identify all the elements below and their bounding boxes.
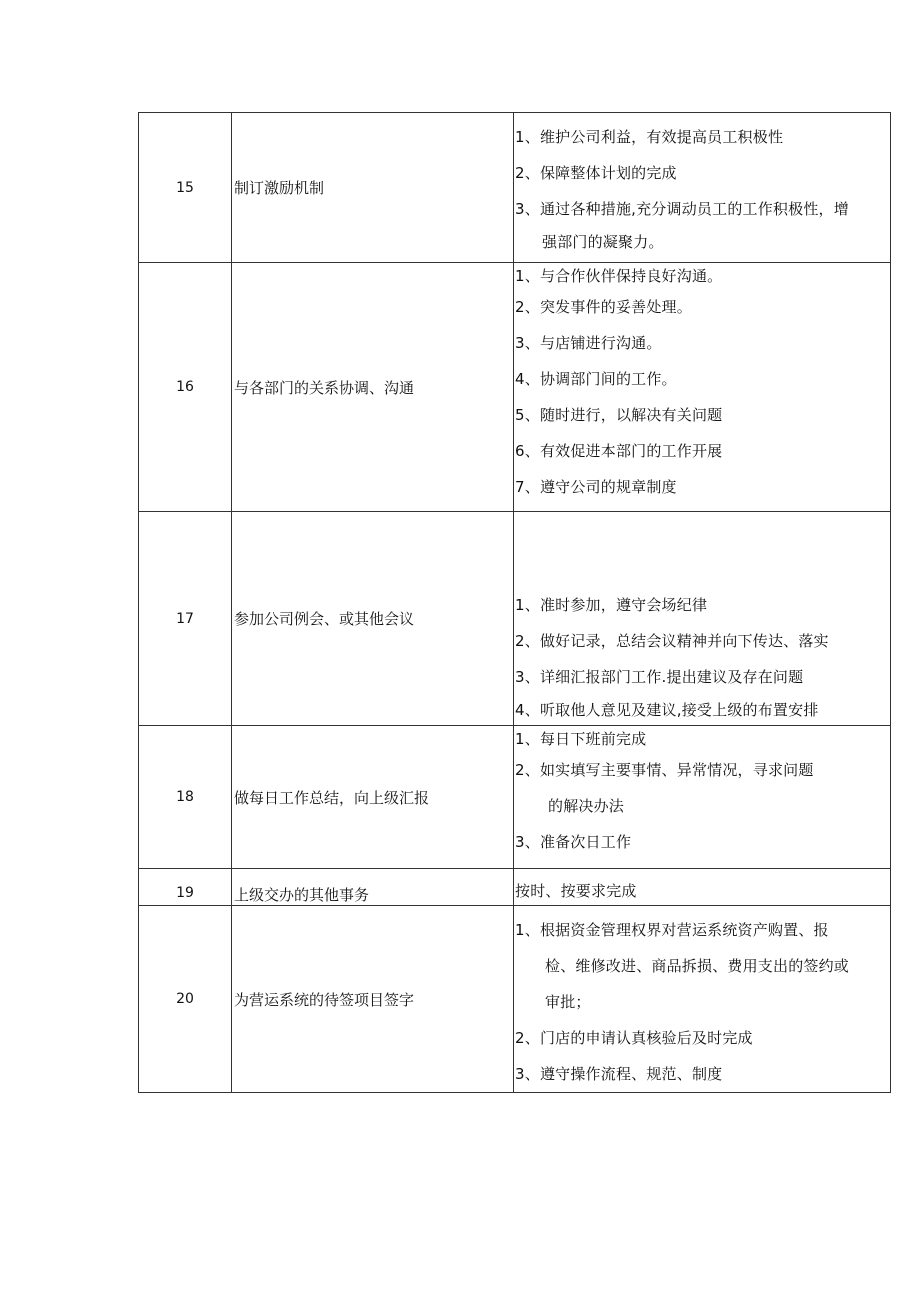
row-number: 15 — [139, 113, 232, 263]
requirement-line: 7、遵守公司的规章制度 — [515, 478, 677, 496]
requirement-line: 4、听取他人意见及建议,接受上级的布置安排 — [515, 701, 819, 719]
task-name: 制订激励机制 — [232, 113, 514, 263]
requirement-line: 6、有效促进本部门的工作开展 — [515, 442, 723, 460]
task-name: 做每日工作总结，向上级汇报 — [232, 726, 514, 869]
requirements-cell — [514, 906, 891, 1093]
table-row — [139, 113, 891, 263]
requirement-line: 1、准时参加，遵守会场纪律 — [515, 596, 708, 614]
requirements-cell — [514, 113, 891, 263]
requirement-line: 2、如实填写主要事情、异常情况，寻求问题 — [515, 761, 814, 779]
requirement-line: 审批； — [545, 993, 591, 1011]
requirement-line: 2、做好记录，总结会议精神并向下传达、落实 — [515, 632, 829, 650]
row-number: 20 — [139, 906, 232, 1093]
requirements-cell — [514, 869, 891, 906]
requirement-line: 检、维修改进、商品拆损、费用支出的签约或 — [545, 957, 850, 975]
requirement-line: 4、协调部门间的工作。 — [515, 370, 677, 388]
requirements-cell — [514, 263, 891, 512]
requirement-line: 2、保障整体计划的完成 — [515, 164, 677, 182]
table-row — [139, 869, 891, 906]
row-number: 17 — [139, 512, 232, 726]
row-number: 16 — [139, 263, 232, 512]
table-row — [139, 726, 891, 869]
table-row — [139, 512, 891, 726]
requirement-line: 强部门的凝聚力。 — [542, 233, 664, 251]
requirements-cell — [514, 726, 891, 869]
requirement-line: 2、门店的申请认真核验后及时完成 — [515, 1029, 753, 1047]
requirement-line: 3、准备次日工作 — [515, 833, 632, 851]
requirement-line: 2、突发事件的妥善处理。 — [515, 298, 692, 316]
requirement-line: 3、遵守操作流程、规范、制度 — [515, 1065, 723, 1083]
requirement-line: 1、维护公司利益，有效提高员工积极性 — [515, 128, 784, 146]
requirement-line: 1、每日下班前完成 — [515, 730, 647, 748]
requirement-line: 3、与店铺进行沟通。 — [515, 334, 662, 352]
requirement-line: 3、详细汇报部门工作.提出建议及存在问题 — [515, 668, 804, 686]
requirement-line: 5、随时进行，以解决有关问题 — [515, 406, 723, 424]
requirement-line: 1、根据资金管理权界对营运系统资产购置、报 — [515, 921, 829, 939]
table-row — [139, 263, 891, 512]
requirement-line: 按时、按要求完成 — [515, 882, 637, 900]
row-number: 18 — [139, 726, 232, 869]
requirement-line: 1、与合作伙伴保持良好沟通。 — [515, 267, 723, 285]
requirement-line: 的解决办法 — [548, 797, 625, 815]
task-name: 与各部门的关系协调、沟通 — [232, 263, 514, 512]
requirement-line: 3、通过各种措施,充分调动员工的工作积极性，增 — [515, 200, 849, 218]
task-name: 为营运系统的待签项目签字 — [232, 906, 514, 1093]
task-name: 参加公司例会、或其他会议 — [232, 512, 514, 726]
task-name: 上级交办的其他事务 — [232, 869, 514, 906]
requirements-cell — [514, 512, 891, 726]
table-row — [139, 906, 891, 1093]
row-number: 19 — [139, 869, 232, 906]
duty-table — [138, 112, 891, 1093]
